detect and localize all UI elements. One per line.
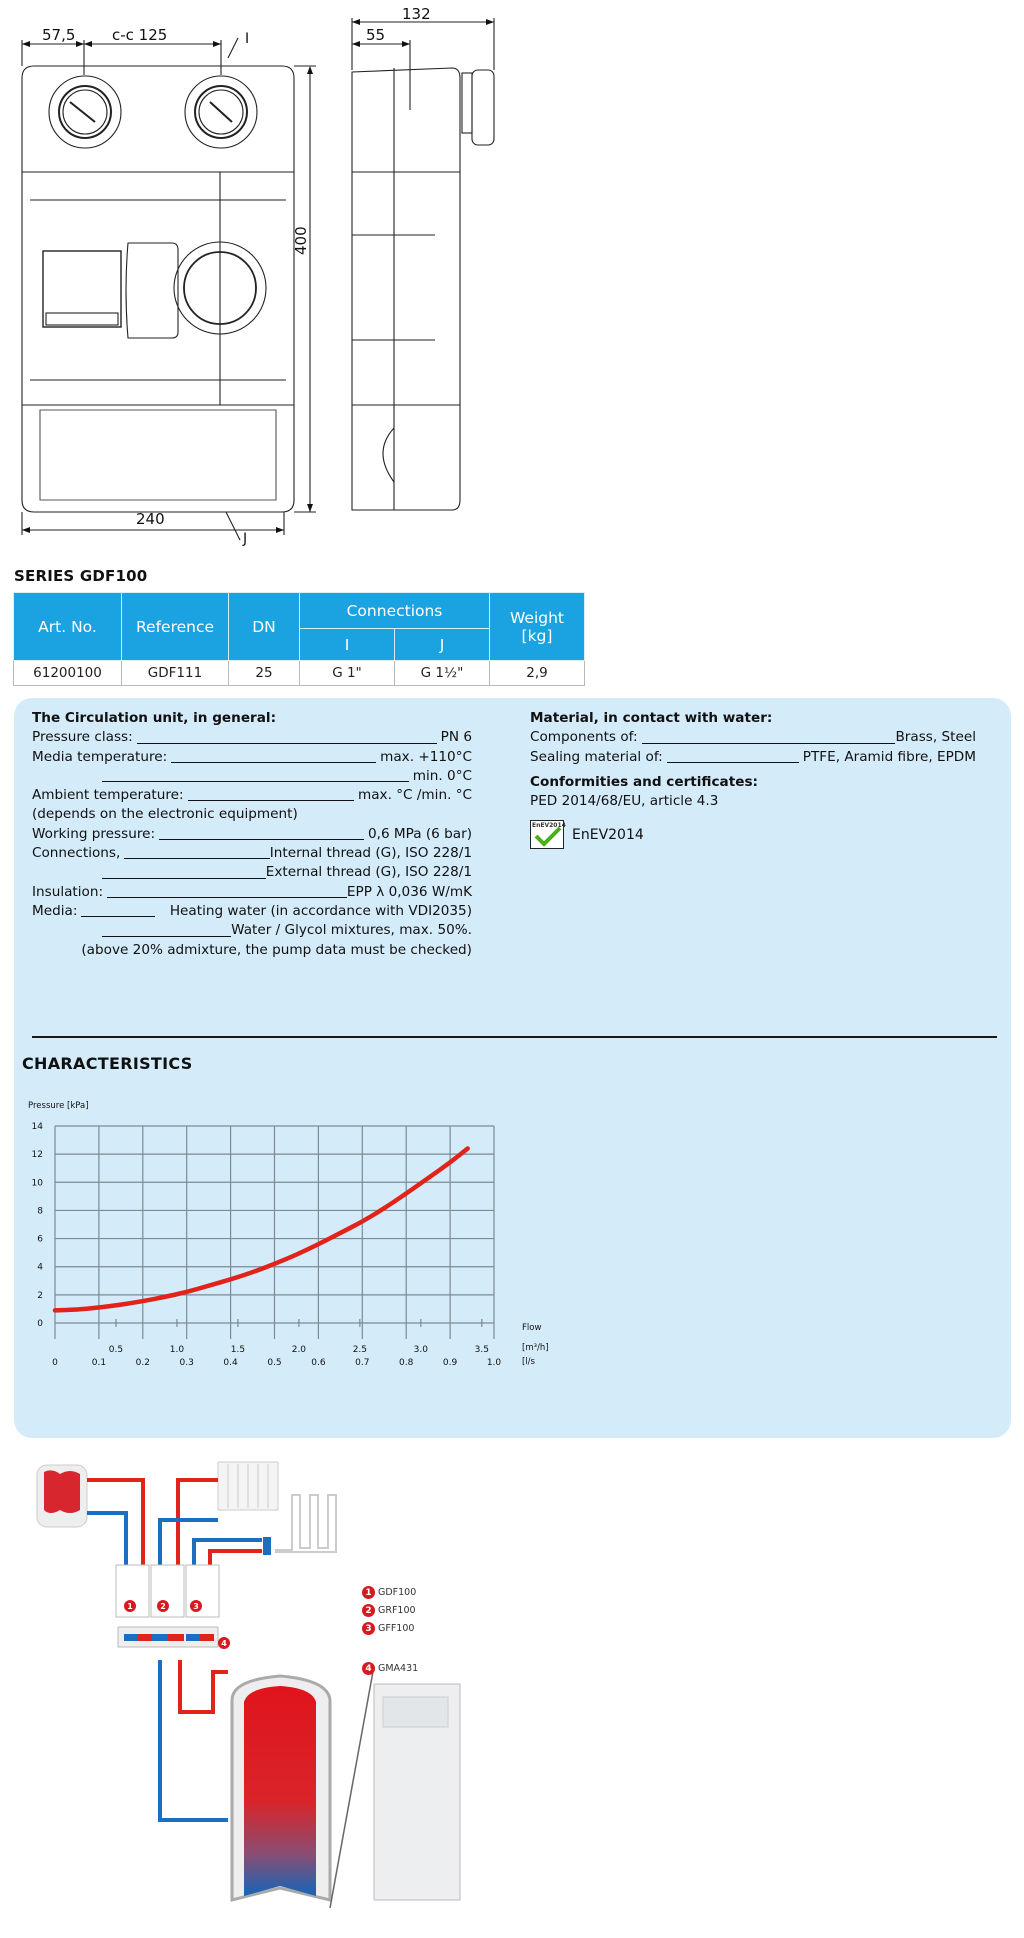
series-title: SERIES GDF100 <box>14 567 148 585</box>
legend-label: GRF100 <box>378 1605 416 1616</box>
x-tick-label-ls: 0.3 <box>179 1358 194 1368</box>
manifold-badge-4: 4 <box>221 1639 227 1648</box>
technical-drawing <box>0 0 520 545</box>
x-tick-label-ls: 0.9 <box>442 1358 458 1368</box>
dim-center-distance: c-c 125 <box>112 26 168 44</box>
material-specs <box>530 709 976 811</box>
dim-depth: 132 <box>402 5 431 23</box>
enev-label: EnEV2014 <box>572 826 644 843</box>
y-tick-label: 12 <box>31 1150 43 1161</box>
label-connection-j: J <box>243 531 248 547</box>
col-dn: DN <box>229 593 300 661</box>
spec-value: max. +110°C <box>380 748 472 765</box>
col-reference: Reference <box>122 593 229 661</box>
enev-checkmark-icon <box>530 820 564 849</box>
conformities-text: PED 2014/68/EU, article 4.3 <box>530 793 719 810</box>
legend-item-4 <box>362 1662 418 1675</box>
material-heading: Material, in contact with water: <box>530 710 773 726</box>
legend-item-1 <box>362 1586 416 1599</box>
spec-value: EPP λ 0,036 W/mK <box>346 883 472 900</box>
controller-box <box>43 251 121 327</box>
dim-side-offset: 55 <box>366 26 386 44</box>
spec-line <box>530 728 976 747</box>
y-tick-label: 6 <box>37 1234 43 1245</box>
y-tick-label: 14 <box>31 1122 43 1132</box>
col-weight <box>490 593 585 661</box>
col-connections: Connections <box>300 593 490 629</box>
x-tick-label-ls: 0 <box>52 1358 58 1368</box>
y-tick-label: 10 <box>31 1178 43 1189</box>
legend-item-3 <box>362 1622 414 1635</box>
dim-height: 400 <box>292 226 310 255</box>
legend-badge: 2 <box>362 1604 375 1617</box>
characteristics-title: CHARACTERISTICS <box>22 1054 193 1073</box>
weight-unit: [kg] <box>521 626 553 645</box>
spec-value: min. 0°C <box>412 767 472 784</box>
legend-label: GMA431 <box>378 1663 419 1674</box>
table-row <box>14 661 585 686</box>
col-conn-i: I <box>300 629 395 661</box>
front-view-outline <box>22 66 294 512</box>
x-tick-label-ls: 0.1 <box>91 1358 107 1368</box>
spec-value: max. °C /min. °C <box>357 787 472 804</box>
enev-icon-text: EnEV2014 <box>532 822 566 829</box>
spec-line <box>32 825 472 844</box>
x-axis-label: Flow <box>522 1323 542 1333</box>
weight-label: Weight <box>509 608 564 627</box>
spec-line <box>32 863 472 882</box>
cell-art-no: 61200100 <box>14 661 122 686</box>
spec-value: PN 6 <box>440 729 472 746</box>
spec-note: (depends on the electronic equipment) <box>32 806 298 823</box>
label-connection-i: I <box>245 31 250 47</box>
spec-label: Ambient temperature: <box>32 787 184 804</box>
spec-line <box>32 748 472 767</box>
x-tick-label-ls: 0.6 <box>311 1358 326 1368</box>
spec-line <box>32 786 472 805</box>
side-view-outline <box>352 68 460 510</box>
y-tick-label: 0 <box>37 1319 43 1329</box>
spec-value: 0,6 MPa (6 bar) <box>367 825 472 842</box>
col-conn-j: J <box>395 629 490 661</box>
legend-badge: 1 <box>362 1586 375 1599</box>
spec-label: Insulation: <box>32 883 104 900</box>
y-tick-label: 8 <box>37 1206 43 1217</box>
legend-badge: 3 <box>362 1622 375 1635</box>
spec-note: (above 20% admixture, the pump data must be checked) <box>81 941 472 958</box>
col-art-no: Art. No. <box>14 593 122 661</box>
legend-item-2 <box>362 1604 416 1617</box>
x-tick-label-ls: 0.5 <box>267 1358 282 1368</box>
y-ticks <box>32 1122 44 1329</box>
legend-label: GDF100 <box>378 1587 417 1598</box>
x-tick-label-m3h: 2.0 <box>291 1345 307 1355</box>
installation-schematic <box>0 1440 520 1938</box>
legend-label: GFF100 <box>378 1623 415 1634</box>
spec-value: Water / Glycol mixtures, max. 50%. <box>231 922 472 939</box>
module-badge-3: 3 <box>193 1602 199 1611</box>
spec-label: Working pressure: <box>32 825 156 842</box>
x-tick-label-ls: 0.7 <box>355 1358 370 1368</box>
spec-line <box>32 921 472 940</box>
dim-width: 240 <box>136 510 165 528</box>
spec-table <box>13 592 585 686</box>
legend-badge: 4 <box>362 1662 375 1675</box>
spec-line <box>32 728 472 747</box>
x-tick-label-m3h: 1.5 <box>230 1345 246 1355</box>
spec-value: Brass, Steel <box>895 729 976 746</box>
spec-line <box>530 748 976 767</box>
cell-reference: GDF111 <box>122 661 229 686</box>
spec-label: Media: <box>32 902 78 919</box>
spec-line <box>32 941 472 960</box>
x-ticks <box>52 1345 501 1368</box>
general-heading: The Circulation unit, in general: <box>32 710 277 726</box>
cell-dn: 25 <box>229 661 300 686</box>
spec-line <box>32 767 472 786</box>
x-unit-m3h: [m³/h] <box>522 1343 549 1353</box>
spec-label: Connections, <box>32 845 121 862</box>
side-valve-knob <box>462 73 472 133</box>
spec-line <box>32 883 472 902</box>
conformities-heading: Conformities and certificates: <box>530 773 758 790</box>
underfloor-heating <box>275 1495 336 1552</box>
pressure-flow-chart <box>0 1080 600 1380</box>
x-tick-label-ls: 0.8 <box>399 1358 414 1368</box>
x-tick-label-ls: 1.0 <box>486 1358 502 1368</box>
spec-line <box>32 902 472 921</box>
enev-certificate <box>530 820 644 849</box>
spec-value: PTFE, Aramid fibre, EPDM <box>802 748 976 765</box>
cell-conn-j: G 1½" <box>395 661 490 686</box>
y-axis-label: Pressure [kPa] <box>28 1101 89 1111</box>
chart-grid <box>55 1126 494 1339</box>
spec-line <box>32 805 472 824</box>
x-tick-label-m3h: 3.0 <box>413 1345 428 1355</box>
spec-value: Internal thread (G), ISO 228/1 <box>269 845 472 862</box>
x-tick-label-m3h: 1.0 <box>169 1345 185 1355</box>
module-badge-2: 2 <box>160 1602 166 1611</box>
x-tick-label-m3h: 0.5 <box>108 1345 124 1355</box>
y-tick-label: 4 <box>37 1262 43 1273</box>
spec-label: Pressure class: <box>32 729 133 746</box>
cell-weight: 2,9 <box>490 661 585 686</box>
spec-label: Media temperature: <box>32 748 168 765</box>
x-tick-label-m3h: 3.5 <box>474 1345 489 1355</box>
x-tick-label-m3h: 2.5 <box>352 1345 368 1355</box>
x-tick-label-ls: 0.4 <box>223 1358 238 1368</box>
spec-label: Components of: <box>530 729 638 746</box>
spec-label: Sealing material of: <box>530 748 663 765</box>
spec-line <box>32 844 472 863</box>
module-badge-1: 1 <box>127 1602 133 1611</box>
cell-conn-i: G 1" <box>300 661 395 686</box>
spec-value: External thread (G), ISO 228/1 <box>265 864 472 881</box>
spec-value: Heating water (in accordance with VDI2035) <box>169 902 472 919</box>
general-specs <box>32 709 472 960</box>
section-divider <box>32 1036 997 1038</box>
dim-offset-left: 57,5 <box>42 26 76 44</box>
y-tick-label: 2 <box>37 1290 43 1301</box>
x-unit-ls: [l/s <box>522 1357 535 1367</box>
x-tick-label-ls: 0.2 <box>135 1358 150 1368</box>
